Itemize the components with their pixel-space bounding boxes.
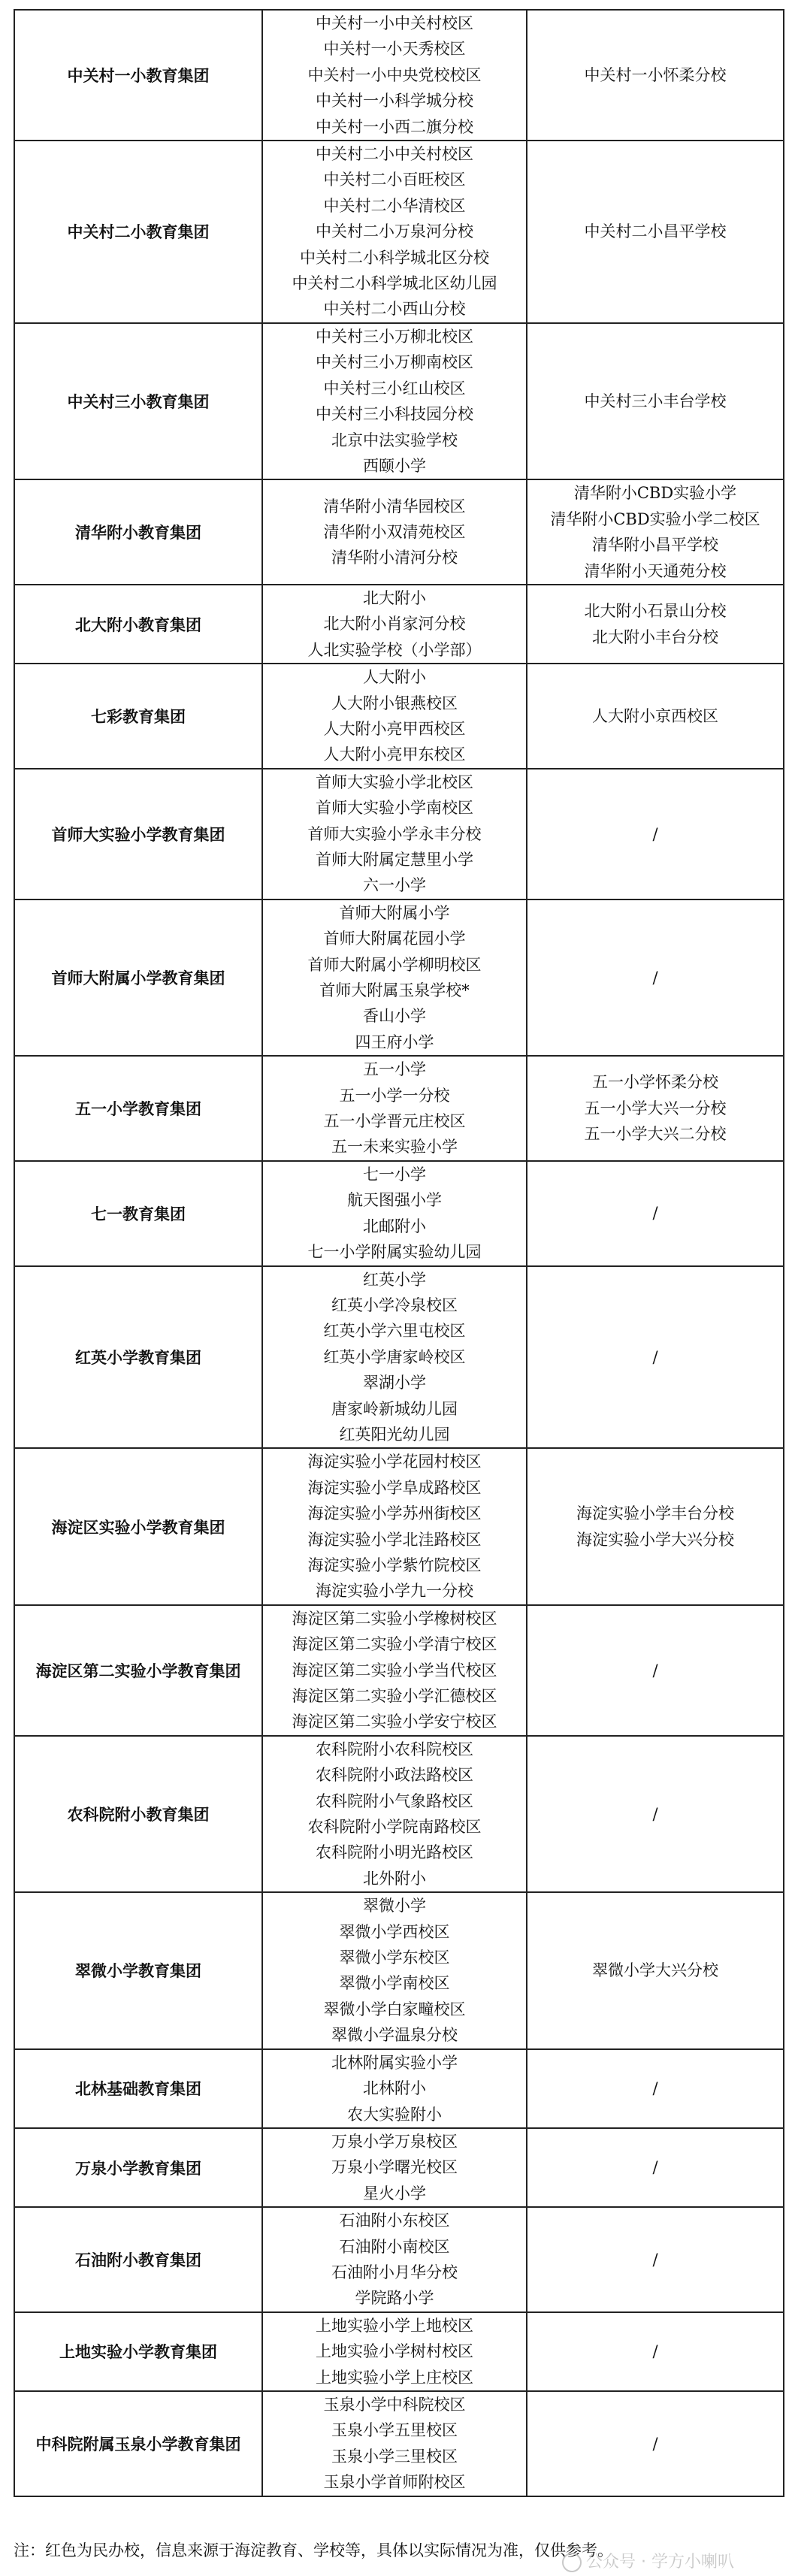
branch-item: 中关村二小昌平学校 <box>584 222 727 241</box>
group-name-cell: 红英小学教育集团 <box>14 1266 262 1449</box>
campus-item: 上地实验小学上地校区 <box>316 2316 473 2335</box>
campus-item: 海淀实验小学花园村校区 <box>307 1453 482 1471</box>
campus-item: 海淀实验小学九一分校 <box>316 1582 473 1601</box>
campus-item: 星火小学 <box>363 2184 426 2203</box>
campus-item: 中关村一小中央党校校区 <box>307 65 482 84</box>
campus-item: 上地实验小学树村校区 <box>316 2342 473 2361</box>
branch-item: 中关村一小怀柔分校 <box>584 65 727 84</box>
campus-item: 万泉小学曙光校区 <box>331 2158 458 2177</box>
campus-list-cell <box>262 2391 527 2496</box>
campus-item: 海淀实验小学北洼路校区 <box>307 1530 482 1549</box>
branch-item: / <box>652 2342 658 2361</box>
branch-item: 海淀实验小学丰台分校 <box>576 1504 734 1523</box>
campus-item: 清华附小清河分校 <box>331 549 458 567</box>
branch-list-cell <box>527 2312 784 2391</box>
campus-item: 唐家岭新城幼儿园 <box>331 1399 458 1418</box>
campus-item: 五一小学晋元庄校区 <box>323 1112 466 1131</box>
campus-item: 中关村二小西山分校 <box>323 300 466 319</box>
campus-item: 中关村二小百旺校区 <box>323 171 466 189</box>
campus-list-cell <box>262 2049 527 2128</box>
campus-item: 人大附小 <box>363 668 426 687</box>
campus-item: 首师大实验小学南校区 <box>316 799 473 818</box>
campus-list-cell <box>262 664 527 769</box>
campus-item: 翠微小学南校区 <box>339 1974 450 1993</box>
table-row <box>14 769 784 899</box>
group-name-cell: 海淀区第二实验小学教育集团 <box>14 1605 262 1736</box>
campus-item: 中关村三小万柳北校区 <box>316 327 473 346</box>
campus-item: 航天图强小学 <box>347 1191 442 1210</box>
group-name-cell: 石油附小教育集团 <box>14 2207 262 2312</box>
campus-item: 农科院附小农科院校区 <box>316 1740 473 1758</box>
campus-item: 翠微小学温泉分校 <box>331 2026 458 2045</box>
campus-item: 红英小学 <box>363 1270 426 1289</box>
branch-item: 五一小学大兴二分校 <box>584 1125 727 1144</box>
campus-item: 北林附属实验小学 <box>331 2053 458 2072</box>
campus-item: 翠微小学白家疃校区 <box>323 2000 466 2018</box>
campus-item: 中关村一小中关村校区 <box>316 14 473 32</box>
branch-list-cell <box>527 141 784 323</box>
group-name-cell: 上地实验小学教育集团 <box>14 2312 262 2391</box>
campus-item: 首师大附属玉泉学校* <box>319 981 470 1000</box>
table-row <box>14 141 784 323</box>
group-name-cell: 中科院附属玉泉小学教育集团 <box>14 2391 262 2496</box>
table-row <box>14 479 784 585</box>
branch-list-cell <box>527 1266 784 1449</box>
branch-list-cell <box>527 2128 784 2207</box>
wechat-icon <box>562 2553 582 2572</box>
campus-item: 首师大实验小学北校区 <box>316 772 473 791</box>
group-name-cell: 清华附小教育集团 <box>14 479 262 585</box>
group-name-cell: 北林基础教育集团 <box>14 2049 262 2128</box>
campus-item: 翠湖小学 <box>363 1374 426 1392</box>
campus-item: 清华附小清华园校区 <box>323 497 466 516</box>
campus-list-cell <box>262 479 527 585</box>
branch-list-cell <box>527 1161 784 1266</box>
campus-item: 北大附小肖家河分校 <box>323 615 466 633</box>
campus-item: 首师大附属小学 <box>339 903 450 922</box>
campus-list-cell <box>262 1161 527 1266</box>
campus-item: 北林附小 <box>363 2079 426 2098</box>
education-group-table <box>14 9 784 2497</box>
campus-item: 海淀区第二实验小学汇德校区 <box>292 1687 497 1705</box>
branch-item: 海淀实验小学大兴分校 <box>576 1530 734 1549</box>
table-row <box>14 2128 784 2207</box>
campus-item: 中关村三小万柳南校区 <box>316 353 473 372</box>
group-name-cell: 农科院附小教育集团 <box>14 1736 262 1892</box>
group-name-cell: 海淀区实验小学教育集团 <box>14 1448 262 1604</box>
campus-item: 北京中法实验学校 <box>331 431 458 449</box>
watermark-text: 公众号 · 学方小喇叭 <box>586 2553 734 2571</box>
group-name-cell: 中关村一小教育集团 <box>14 10 262 141</box>
campus-item: 海淀实验小学苏州街校区 <box>307 1504 482 1523</box>
campus-item: 首师大附属定慧里小学 <box>316 851 473 869</box>
campus-list-cell <box>262 2312 527 2391</box>
branch-item: / <box>652 824 658 843</box>
campus-item: 海淀区第二实验小学安宁校区 <box>292 1713 497 1731</box>
campus-list-cell <box>262 2128 527 2207</box>
campus-list-cell <box>262 1056 527 1161</box>
branch-list-cell <box>527 323 784 479</box>
campus-item: 海淀区第二实验小学当代校区 <box>292 1661 497 1680</box>
campus-item: 中关村三小科技园分校 <box>316 405 473 424</box>
campus-item: 学院路小学 <box>355 2289 434 2308</box>
group-name-cell: 北大附小教育集团 <box>14 585 262 664</box>
group-name-cell: 中关村二小教育集团 <box>14 141 262 323</box>
branch-item: 五一小学怀柔分校 <box>592 1073 718 1092</box>
table-row <box>14 10 784 141</box>
campus-item: 中关村二小华清校区 <box>323 196 466 215</box>
campus-item: 海淀实验小学紫竹院校区 <box>307 1556 482 1574</box>
branch-item: 翠微小学大兴分校 <box>592 1961 718 1980</box>
campus-item: 人大附小银燕校区 <box>331 694 458 712</box>
branch-list-cell <box>527 1892 784 2048</box>
campus-item: 四王府小学 <box>355 1033 434 1051</box>
table-row <box>14 1161 784 1266</box>
campus-item: 中关村二小科学城北区幼儿园 <box>292 274 497 293</box>
group-name-cell: 中关村三小教育集团 <box>14 323 262 479</box>
table-row <box>14 2312 784 2391</box>
table-row <box>14 1266 784 1449</box>
campus-item: 海淀实验小学阜成路校区 <box>307 1478 482 1497</box>
branch-item: 五一小学大兴一分校 <box>584 1099 727 1117</box>
campus-item: 农科院附小气象路校区 <box>316 1791 473 1810</box>
campus-item: 红英小学六里屯校区 <box>323 1322 466 1341</box>
table-row <box>14 664 784 769</box>
branch-list-cell <box>527 1056 784 1161</box>
branch-list-cell <box>527 10 784 141</box>
campus-list-cell <box>262 141 527 323</box>
branch-item: / <box>652 2434 658 2453</box>
campus-item: 玉泉小学首师附校区 <box>323 2473 466 2492</box>
group-name-cell: 首师大实验小学教育集团 <box>14 769 262 899</box>
branch-list-cell <box>527 479 784 585</box>
campus-item: 翠微小学 <box>363 1897 426 1915</box>
branch-item: / <box>652 968 658 987</box>
campus-item: 五一未来实验小学 <box>331 1138 458 1156</box>
campus-item: 玉泉小学五里校区 <box>331 2421 458 2440</box>
campus-item: 北邮附小 <box>363 1217 426 1235</box>
campus-list-cell <box>262 1736 527 1892</box>
table-row <box>14 323 784 479</box>
group-name-cell: 首师大附属小学教育集团 <box>14 899 262 1056</box>
campus-item: 红英阳光幼儿园 <box>339 1425 450 1444</box>
campus-item: 农科院附小明光路校区 <box>316 1843 473 1862</box>
branch-list-cell <box>527 664 784 769</box>
table-body <box>14 10 784 2496</box>
campus-item: 人大附小亮甲西校区 <box>323 719 466 738</box>
branch-list-cell <box>527 585 784 664</box>
campus-item: 北外附小 <box>363 1869 426 1888</box>
campus-item: 清华附小双清苑校区 <box>323 522 466 541</box>
campus-item: 五一小学一分校 <box>339 1086 450 1105</box>
branch-list-cell <box>527 2049 784 2128</box>
campus-item: 海淀区第二实验小学清宁校区 <box>292 1635 497 1654</box>
table-row <box>14 585 784 664</box>
campus-item: 海淀区第二实验小学橡树校区 <box>292 1609 497 1628</box>
campus-item: 农科院附小学院南路校区 <box>307 1818 482 1837</box>
branch-list-cell <box>527 899 784 1056</box>
campus-item: 六一小学 <box>363 876 426 895</box>
group-name-cell: 翠微小学教育集团 <box>14 1892 262 2048</box>
footnote: 注：红色为民办校，信息来源于海淀教育、学校等，具体以实际情况为准，仅供参考。 <box>14 2541 613 2559</box>
campus-item: 红英小学唐家岭校区 <box>323 1347 466 1366</box>
campus-list-cell <box>262 1266 527 1449</box>
branch-item: 清华附小CBD实验小学二校区 <box>550 509 760 528</box>
group-name-cell: 七彩教育集团 <box>14 664 262 769</box>
branch-list-cell <box>527 2207 784 2312</box>
table-row <box>14 1736 784 1892</box>
campus-item: 农大实验附小 <box>347 2105 442 2124</box>
branch-item: 北大附小石景山分校 <box>584 602 727 621</box>
campus-item: 玉泉小学中科院校区 <box>323 2395 466 2414</box>
campus-item: 中关村三小红山校区 <box>323 379 466 398</box>
table-row <box>14 2391 784 2496</box>
table-row <box>14 2049 784 2128</box>
campus-item: 中关村一小科学城分校 <box>316 92 473 110</box>
campus-list-cell <box>262 323 527 479</box>
branch-item: / <box>652 1347 658 1366</box>
campus-list-cell <box>262 1605 527 1736</box>
campus-item: 首师大实验小学永丰分校 <box>307 824 482 843</box>
campus-item: 香山小学 <box>363 1007 426 1026</box>
campus-item: 玉泉小学三里校区 <box>331 2447 458 2466</box>
campus-item: 西颐小学 <box>363 456 426 475</box>
campus-item: 农科院附小政法路校区 <box>316 1766 473 1785</box>
campus-item: 首师大附属花园小学 <box>323 930 466 948</box>
campus-list-cell <box>262 2207 527 2312</box>
table-row <box>14 1892 784 2048</box>
group-name-cell: 万泉小学教育集团 <box>14 2128 262 2207</box>
campus-item: 中关村二小中关村校区 <box>316 145 473 164</box>
branch-item: 中关村三小丰台学校 <box>584 392 727 410</box>
campus-item: 红英小学冷泉校区 <box>331 1296 458 1314</box>
group-name-cell: 五一小学教育集团 <box>14 1056 262 1161</box>
branch-list-cell <box>527 1736 784 1892</box>
campus-list-cell <box>262 10 527 141</box>
branch-list-cell <box>527 769 784 899</box>
campus-list-cell <box>262 1892 527 2048</box>
campus-item: 中关村二小科学城北区分校 <box>300 248 489 267</box>
campus-item: 七一小学附属实验幼儿园 <box>307 1243 482 1262</box>
campus-list-cell <box>262 585 527 664</box>
branch-list-cell <box>527 1605 784 1736</box>
table-row <box>14 1056 784 1161</box>
campus-item: 人大附小亮甲东校区 <box>323 745 466 764</box>
branch-item: 清华附小CBD实验小学 <box>573 484 737 503</box>
branch-item: / <box>652 1204 658 1223</box>
table-row <box>14 1605 784 1736</box>
campus-item: 翠微小学西校区 <box>339 1922 450 1941</box>
branch-list-cell <box>527 1448 784 1604</box>
branch-item: 人大附小京西校区 <box>592 706 718 725</box>
branch-item: / <box>652 2250 658 2269</box>
table-row <box>14 1448 784 1604</box>
campus-item: 人北实验学校（小学部） <box>307 640 482 659</box>
campus-item: 中关村一小天秀校区 <box>323 40 466 59</box>
campus-item: 首师大附属小学柳明校区 <box>307 955 482 974</box>
table-row <box>14 899 784 1056</box>
branch-item: 清华附小天通苑分校 <box>584 561 727 580</box>
table-row <box>14 2207 784 2312</box>
campus-item: 万泉小学万泉校区 <box>331 2132 458 2151</box>
campus-item: 中关村一小西二旗分校 <box>316 117 473 136</box>
campus-item: 五一小学 <box>363 1060 426 1079</box>
campus-item: 七一小学 <box>363 1165 426 1184</box>
watermark <box>562 2549 734 2572</box>
branch-item: 清华附小昌平学校 <box>592 536 718 555</box>
campus-item: 石油附小东校区 <box>339 2212 450 2230</box>
campus-list-cell <box>262 899 527 1056</box>
branch-list-cell <box>527 2391 784 2496</box>
campus-item: 上地实验小学上庄校区 <box>316 2368 473 2387</box>
branch-item: / <box>652 2079 658 2098</box>
campus-item: 中关村二小万泉河分校 <box>316 222 473 241</box>
campus-item: 石油附小月华分校 <box>331 2263 458 2281</box>
branch-item: / <box>652 2158 658 2177</box>
branch-item: / <box>652 1804 658 1823</box>
group-name-cell: 七一教育集团 <box>14 1161 262 1266</box>
branch-item: / <box>652 1661 658 1680</box>
campus-item: 翠微小学东校区 <box>339 1949 450 1967</box>
campus-list-cell <box>262 769 527 899</box>
campus-list-cell <box>262 1448 527 1604</box>
branch-item: 北大附小丰台分校 <box>592 627 718 646</box>
campus-item: 石油附小南校区 <box>339 2237 450 2256</box>
campus-item: 北大附小 <box>363 588 426 607</box>
